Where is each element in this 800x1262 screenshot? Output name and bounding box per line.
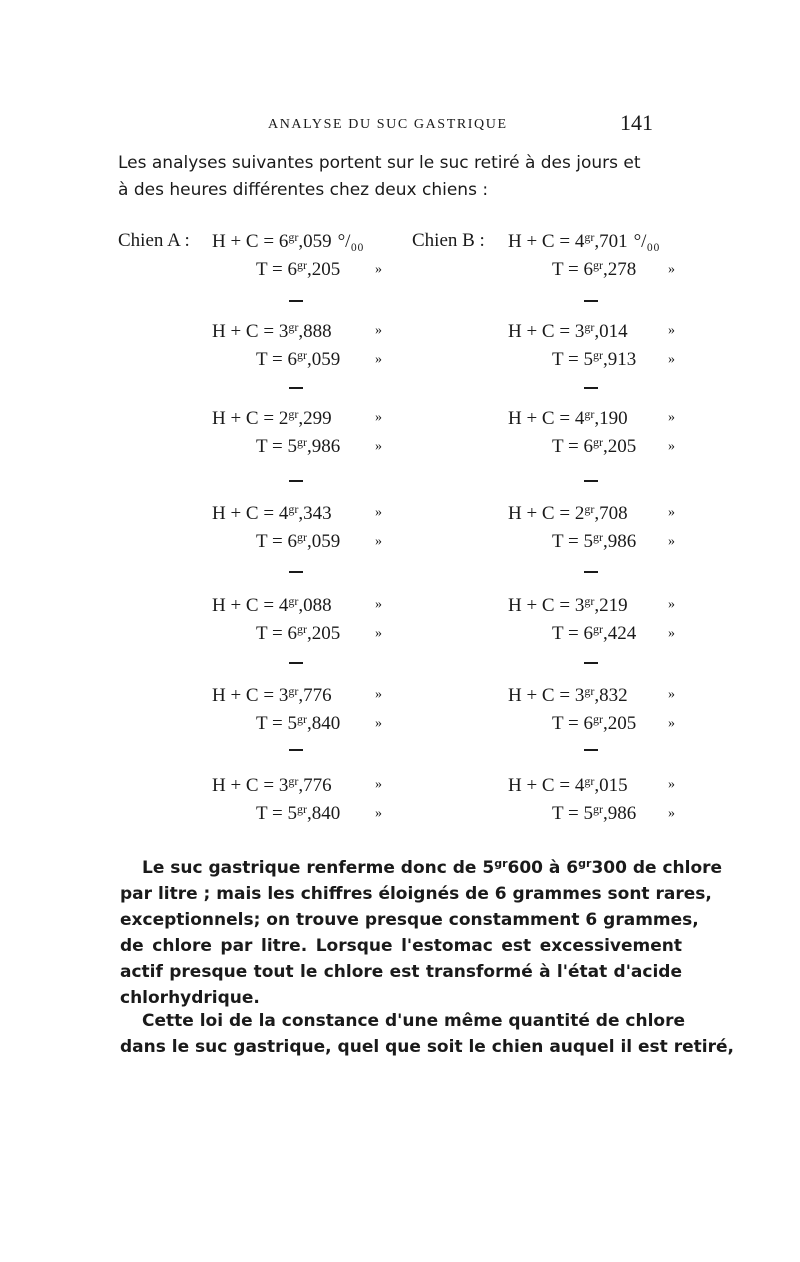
formula-t: $T = 6^{gr},205$ [552, 712, 637, 734]
formula-hc: $H + C = 4^{gr},015$ [508, 774, 628, 796]
formula-t: $T = 5^{gr},986$ [256, 435, 341, 457]
formula-t: $T = 6^{gr},059$ [256, 348, 341, 370]
paragraph-line: chlorhydrique. [120, 988, 260, 1008]
paragraph-law [120, 1008, 734, 1060]
ditto-mark: » [375, 439, 382, 454]
ditto-mark: » [375, 352, 382, 367]
separator-dash [584, 300, 598, 302]
ditto-mark: » [668, 777, 675, 792]
ditto-mark: » [668, 626, 675, 641]
ditto-mark: » [375, 777, 382, 792]
separator-dash [289, 387, 303, 389]
formula-hc: $H + C = 4^{gr},088$ [212, 594, 332, 616]
formula-hc: $H + C = 4^{gr},701$ °/₀₀ [508, 230, 660, 252]
intro-paragraph [118, 150, 698, 204]
formula-hc: $H + C = 3^{gr},776$ [212, 774, 332, 796]
separator-dash [584, 662, 598, 664]
ditto-mark: » [668, 687, 675, 702]
per-mille-unit: °/₀₀ [337, 231, 364, 252]
paragraph-conclusion [120, 851, 723, 1011]
ditto-mark: » [375, 597, 382, 612]
separator-dash [289, 749, 303, 751]
formula-t: $T = 6^{gr},205$ [256, 258, 341, 280]
dog-b-label: Chien B : [412, 230, 485, 251]
separator-dash [289, 300, 303, 302]
ditto-mark: » [668, 439, 675, 454]
ditto-mark: » [668, 262, 675, 277]
paragraph-line: actif presque tout le chlore est transformé à l'état d'acide [120, 962, 682, 982]
ditto-mark: » [668, 716, 675, 731]
paragraph-line: Cette loi de la constance d'une même quantité de chlore [142, 1011, 686, 1031]
running-header: ANALYSE DU SUC GASTRIQUE [268, 117, 508, 132]
formula-hc: $H + C = 3^{gr},014$ [508, 320, 628, 342]
paragraph-line: Le suc gastrique renferme donc de $5^{gr}600$ à $6^{gr}300$ de chlore [142, 857, 723, 878]
separator-dash [584, 480, 598, 482]
formula-t: $T = 6^{gr},424$ [552, 622, 637, 644]
formula-t: $T = 5^{gr},986$ [552, 530, 637, 552]
formula-t: $T = 5^{gr},913$ [552, 348, 637, 370]
formula-hc: $H + C = 3^{gr},776$ [212, 684, 332, 706]
formula-t: $T = 5^{gr},840$ [256, 712, 341, 734]
ditto-mark: » [668, 806, 675, 821]
formula-t: $T = 6^{gr},205$ [256, 622, 341, 644]
separator-dash [584, 749, 598, 751]
formula-hc: $H + C = 4^{gr},190$ [508, 407, 628, 429]
ditto-mark: » [375, 505, 382, 520]
separator-dash [584, 387, 598, 389]
ditto-mark: » [375, 534, 382, 549]
ditto-mark: » [668, 534, 675, 549]
ditto-mark: » [668, 597, 675, 612]
ditto-mark: » [668, 505, 675, 520]
formula-hc: $H + C = 6^{gr},059$ °/₀₀ [212, 230, 364, 252]
intro-line: à des heures différentes chez deux chiens : [118, 180, 489, 200]
paragraph-line: dans le suc gastrique, quel que soit le chien auquel il est retiré, [120, 1037, 734, 1057]
formula-hc: $H + C = 2^{gr},708$ [508, 502, 628, 524]
formula-t: $T = 5^{gr},840$ [256, 802, 341, 824]
per-mille-unit: °/₀₀ [633, 231, 660, 252]
ditto-mark: » [668, 323, 675, 338]
ditto-mark: » [668, 410, 675, 425]
ditto-mark: » [375, 716, 382, 731]
paragraph-line: par litre ; mais les chiffres éloignés de 6 grammes sont rares, [120, 884, 712, 904]
ditto-mark: » [375, 626, 382, 641]
ditto-mark: » [375, 323, 382, 338]
formula-t: $T = 6^{gr},278$ [552, 258, 637, 280]
separator-dash [289, 571, 303, 573]
formula-t: $T = 6^{gr},205$ [552, 435, 637, 457]
formula-hc: $H + C = 3^{gr},888$ [212, 320, 332, 342]
paragraph-line: exceptionnels; on trouve presque constamment 6 grammes, [120, 910, 699, 930]
formula-hc: $H + C = 3^{gr},832$ [508, 684, 628, 706]
paragraph-line: de chlore par litre. Lorsque l'estomac est excessivement [120, 936, 682, 956]
separator-dash [289, 662, 303, 664]
formula-hc: $H + C = 2^{gr},299$ [212, 407, 332, 429]
ditto-mark: » [375, 687, 382, 702]
formula-t: $T = 6^{gr},059$ [256, 530, 341, 552]
ditto-mark: » [375, 262, 382, 277]
ditto-mark: » [375, 806, 382, 821]
formula-hc: $H + C = 4^{gr},343$ [212, 502, 332, 524]
page-number: 141 [620, 110, 653, 135]
dog-a-label: Chien A : [118, 230, 190, 251]
ditto-mark: » [375, 410, 382, 425]
separator-dash [584, 571, 598, 573]
separator-dash [289, 480, 303, 482]
intro-line: Les analyses suivantes portent sur le suc retiré à des jours et [118, 153, 641, 173]
formula-t: $T = 5^{gr},986$ [552, 802, 637, 824]
ditto-mark: » [668, 352, 675, 367]
formula-hc: $H + C = 3^{gr},219$ [508, 594, 628, 616]
